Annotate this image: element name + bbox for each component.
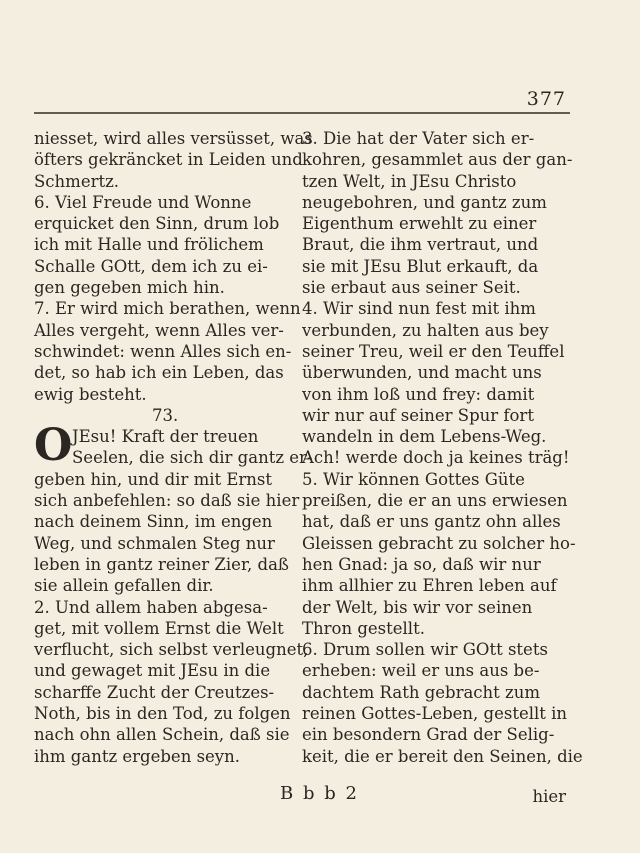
text-line: JEsu! Kraft der treuen	[72, 427, 259, 447]
text-line: nach ohn allen Schein, daß sie	[34, 725, 290, 745]
text-line: sie allein gefallen dir.	[34, 576, 214, 596]
text-line: öfters gekräncket in Leiden und	[34, 150, 303, 170]
text-line: Weg, und schmalen Steg nur	[34, 533, 275, 553]
text-line: sie mit JEsu Blut erkauft, da	[302, 256, 539, 276]
text-line: get, mit vollem Ernst die Welt	[34, 618, 284, 638]
text-line: 7. Er wird mich berathen, wenn	[34, 299, 301, 319]
text-line: erheben: weil er uns aus be-	[302, 661, 540, 681]
text-line: Eigenthum erwehlt zu einer	[302, 214, 537, 234]
text-line: Noth, bis in den Tod, zu folgen	[34, 704, 291, 724]
text-line: scharffe Zucht der Creutzes-	[34, 682, 275, 702]
text-line: Braut, die ihm vertraut, und	[302, 235, 539, 255]
text-line: Schalle GOtt, dem ich zu ei-	[34, 256, 268, 276]
text-line: reinen Gottes-Leben, gestellt in	[302, 704, 568, 724]
drop-cap: O	[34, 420, 73, 472]
text-line: Seelen, die sich dir gantz er-	[72, 448, 313, 468]
header-rule	[34, 112, 570, 114]
text-line: gen gegeben mich hin.	[34, 278, 225, 298]
text-line: erquicket den Sinn, drum lob	[34, 214, 280, 234]
page-number: 377	[526, 88, 566, 110]
text-line: Alles vergeht, wenn Alles ver-	[34, 320, 284, 340]
left-column	[34, 128, 313, 767]
text-line: preißen, die er an uns erwiesen	[302, 491, 568, 511]
text-line: neugebohren, und gantz zum	[302, 192, 547, 212]
text-line: wandeln in dem Lebens-Weg.	[302, 427, 547, 447]
text-line: 6. Viel Freude und Wonne	[34, 192, 252, 212]
catchword: hier	[532, 787, 566, 806]
text-line: sie erbaut aus seiner Seit.	[302, 278, 521, 298]
text-line: ein besondern Grad der Selig-	[302, 725, 555, 745]
signature-mark: B b b 2	[280, 783, 359, 804]
text-line: überwunden, und macht uns	[302, 363, 542, 383]
text-line: ihm allhier zu Ehren leben auf	[302, 576, 557, 596]
text-line: seiner Treu, weil er den Teuffel	[302, 341, 565, 361]
text-line: und gewaget mit JEsu in die	[34, 661, 271, 681]
text-line: ewig besteht.	[34, 384, 147, 404]
hymn-number: 73.	[152, 405, 179, 425]
text-line: tzen Welt, in JEsu Christo	[302, 171, 517, 191]
text-line: dachtem Rath gebracht zum	[302, 682, 541, 702]
text-line: 5. Wir können Gottes Güte	[302, 469, 525, 489]
text-line: ich mit Halle und frölichem	[34, 235, 264, 255]
text-line: nach deinem Sinn, im engen	[34, 512, 273, 532]
text-line: verflucht, sich selbst verleugnet,	[34, 640, 309, 660]
text-line: verbunden, zu halten aus bey	[302, 320, 549, 340]
text-line: wir nur auf seiner Spur fort	[302, 405, 534, 425]
text-line: von ihm loß und frey: damit	[302, 384, 535, 404]
text-line: 2. Und allem haben abgesa-	[34, 597, 268, 617]
text-line: Ach! werde doch ja keines träg!	[302, 448, 570, 468]
text-line: Thron gestellt.	[302, 618, 425, 638]
text-line: sich anbefehlen: so daß sie hier	[34, 491, 300, 511]
text-line: 4. Wir sind nun fest mit ihm	[302, 299, 536, 319]
right-column	[302, 128, 583, 767]
text-line: geben hin, und dir mit Ernst	[34, 469, 273, 489]
text-line: 3. Die hat der Vater sich er-	[302, 129, 535, 148]
text-line: der Welt, bis wir vor seinen	[302, 597, 533, 617]
text-line: niesset, wird alles versüsset, was	[34, 129, 313, 148]
text-line: keit, die er bereit den Seinen, die	[302, 746, 583, 766]
text-line: det, so hab ich ein Leben, das	[34, 363, 284, 383]
text-line: ihm gantz ergeben seyn.	[34, 746, 240, 766]
text-line: leben in gantz reiner Zier, daß	[34, 554, 289, 574]
text-line: hat, daß er uns gantz ohn alles	[302, 512, 561, 532]
text-line: Gleissen gebracht zu solcher ho-	[302, 533, 576, 553]
text-line: schwindet: wenn Alles sich en-	[34, 341, 292, 361]
text-line: 6. Drum sollen wir GOtt stets	[302, 640, 548, 660]
text-line: Schmertz.	[34, 171, 120, 191]
text-line: kohren, gesammlet aus der gan-	[302, 150, 573, 170]
text-line: hen Gnad: ja so, daß wir nur	[302, 554, 541, 574]
